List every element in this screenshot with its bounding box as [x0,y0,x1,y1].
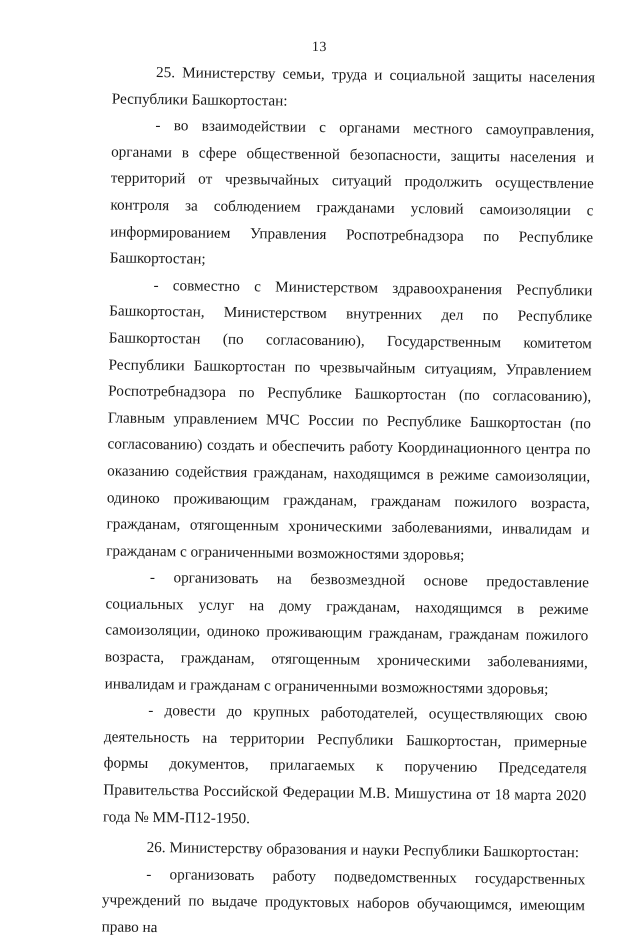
paragraph-item-25-1: - во взаимодействии с органами местного самоуправления, органами в сфере общественной безопасности, защиты населения и территорий от чрезвычайных ситуаций продолжить осуществление контроля за соблюдением гражданами условий самоизоляции с информированием Управления Роспотребнадзора по Республике Башкортостан; [109,117,595,268]
paragraph-item-26-1: - организовать работу подведомственных государственных учреждений по выдаче продуктовых наборов обучающимся, имеющим право на [101,865,586,937]
paragraph-item-25-2: - совместно с Министерством здравоохранения Республики Башкортостан, Министерством внутренних дел по Республике Башкортостан (по согласованию), Государственным комитетом Республики Башкортостан по чрезвычайным ситуациям, Управлением Роспотребнадзора по Республике Башкортостан (по согласованию), Главным управлением МЧС России по Республике Башкортостан (по согласованию) создать и обеспечить работу Координационного центра по оказанию содействия гражданам, находящимся в режиме самоизоляции, одиноко проживающим гражданам, гражданам пожилого возраста, гражданам, отягощенным хроническими заболеваниями, инвалидам и гражданам с ограниченными возможностями здоровья; [106,276,593,564]
page-number: 13 [311,39,328,56]
paragraph-item-25-heading: 25. Министерству семьи, труда и социальной защиты населения Республики Башкортостан: [111,64,596,110]
paragraph-item-25-3: - организовать на безвозмездной основе предоставление социальных услуг на дому гражданам, находящимся в режиме самоизоляции, одиноко проживающим гражданам, гражданам пожилого возраста, гражданам, отягощенным хроническими заболеваниями, инвалидам и гражданам с ограниченными возможностями здоровья; [104,569,590,698]
paragraph-item-26-heading: 26. Министерству образования и науки Республики Башкортостан: [146,839,580,862]
paragraph-item-25-4: - довести до крупных работодателей, осуществляющих свою деятельность на территории Республики Башкортостан, примерные формы документов, прилагаемых к поручению Председателя Правительства Российской Федерации М.В. Мишустина от 18 марта 2020 года № ММ-П12-1950. [102,702,588,827]
document-body [101,59,595,946]
